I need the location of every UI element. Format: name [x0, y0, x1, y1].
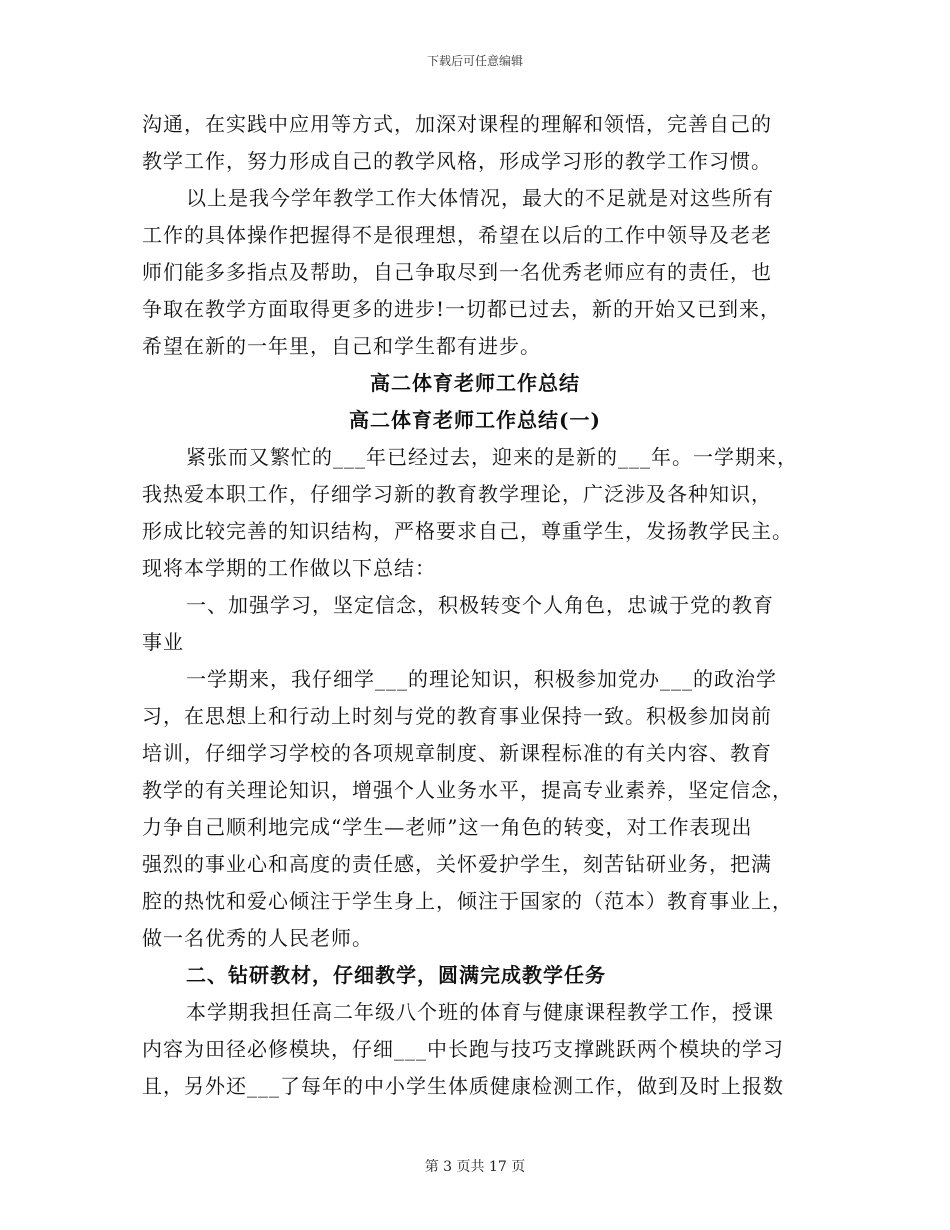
text-line: 争取在教学方面取得更多的进步!一切都已过去，新的开始又已到来， [142, 297, 782, 321]
text-line: 内容为田径必修模块，仔细___中长跑与技巧支撑跳跃两个模块的学习 [142, 1037, 784, 1061]
text-line: 力争自己顺利地完成“学生—老师”这一角色的转变，对工作表现出 [142, 815, 753, 839]
page-header: 下载后可任意编辑 [426, 54, 523, 68]
text-line: 本学期我担任高二年级八个班的体育与健康课程教学工作，授课 [186, 1000, 774, 1024]
text-line: 师们能多多指点及帮助，自己争取尽到一名优秀老师应有的责任，也 [142, 260, 772, 284]
text-line: 教学工作，努力形成自己的教学风格，形成学习形的教学工作习惯。 [142, 149, 772, 173]
section-title: 高二体育老师工作总结 [370, 371, 580, 395]
text-line: 沟通，在实践中应用等方式，加深对课程的理解和领悟，完善自己的 [142, 112, 772, 136]
text-line: 工作的具体操作把握得不是很理想，希望在以后的工作中领导及老老 [142, 223, 772, 247]
text-line: 教学的有关理论知识，增强个人业务水平，提高专业素养，坚定信念， [142, 778, 793, 802]
text-line: 习，在思想上和行动上时刻与党的教育事业保持一致。积极参加岗前 [142, 704, 772, 728]
text-line: 希望在新的一年里，自己和学生都有进步。 [142, 334, 541, 358]
text-line: 我热爱本职工作，仔细学习新的教育教学理论，广泛涉及各种知识， [142, 482, 772, 506]
text-line: 形成比较完善的知识结构，严格要求自己，尊重学生，发扬教学民主。 [142, 519, 793, 543]
page-footer: 第 3 页共 17 页 [424, 1159, 526, 1175]
text-line: 且，另外还___了每年的中小学生体质健康检测工作，做到及时上报数 [142, 1074, 784, 1098]
text-line: 以上是我今学年教学工作大体情况，最大的不足就是对这些所有 [186, 186, 774, 210]
text-line: 事业 [142, 630, 184, 654]
text-line: 现将本学期的工作做以下总结： [142, 556, 436, 580]
text-line: 一、加强学习，坚定信念，积极转变个人角色，忠诚于党的教育 [186, 593, 774, 617]
text-line: 紧张而又繁忙的___年已经过去，迎来的是新的___年。一学期来， [186, 445, 798, 469]
section-heading: 二、钻研教材，仔细教学，圆满完成教学任务 [186, 963, 606, 987]
text-line: 强烈的事业心和高度的责任感，关怀爱护学生，刻苦钻研业务，把满 [142, 852, 772, 876]
document-body [142, 106, 808, 1105]
text-line: 做一名优秀的人民老师。 [142, 926, 373, 950]
text-line: 培训，仔细学习学校的各项规章制度、新课程标准的有关内容、教育 [142, 741, 772, 765]
text-line: 一学期来，我仔细学___的理论知识，积极参加党办___的政治学 [186, 667, 777, 691]
section-subtitle: 高二体育老师工作总结(一) [349, 408, 601, 432]
text-line: 腔的热忱和爱心倾注于学生身上，倾注于国家的（范本）教育事业上， [142, 889, 793, 913]
